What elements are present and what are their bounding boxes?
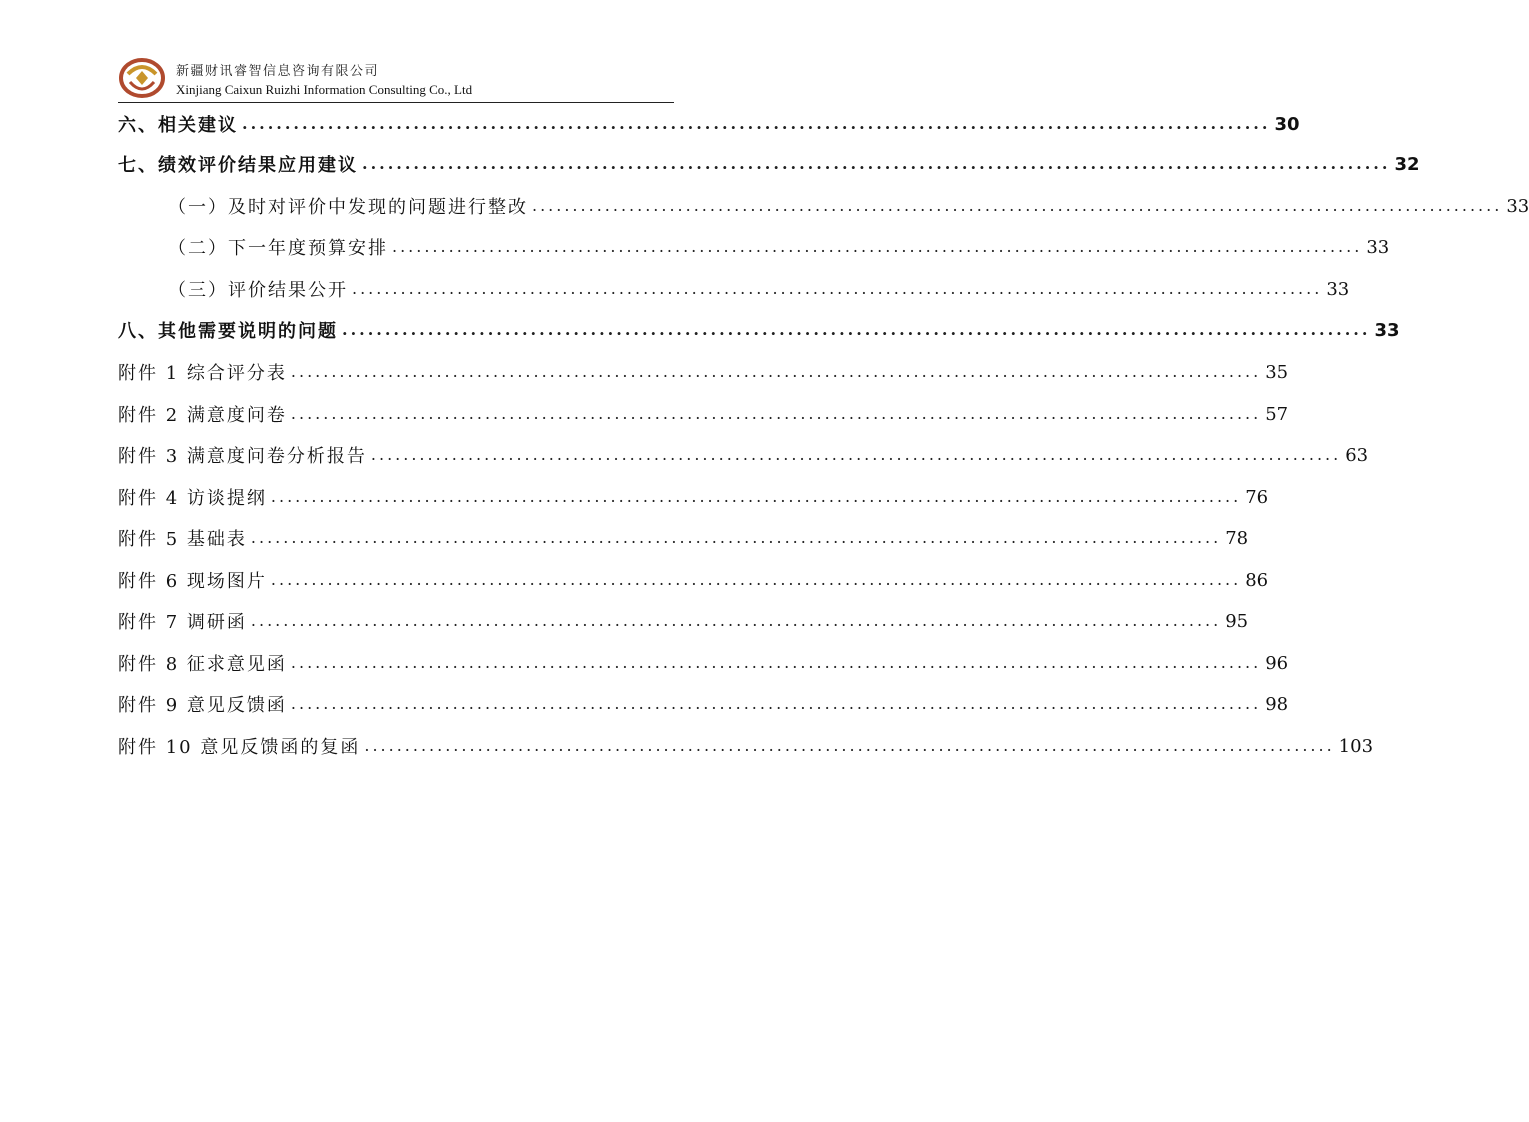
toc-entry[interactable] <box>118 643 1289 683</box>
toc-entry-page: 86 <box>1245 569 1269 591</box>
toc-entry-page: 33 <box>1506 195 1529 217</box>
toc-dot-leader: ........................................................................................................................ <box>364 736 1335 755</box>
toc-entry-title: 附件 3 满意度问卷分析报告 <box>118 446 367 467</box>
toc-entry-title: （二）下一年度预算安排 <box>168 238 388 259</box>
toc-entry-title: 附件 10 意见反馈函的复函 <box>118 737 361 758</box>
company-logo-icon <box>118 56 166 100</box>
toc-entry-page: 76 <box>1245 486 1269 508</box>
toc-entry[interactable] <box>118 684 1289 724</box>
toc-dot-leader: ........................................................................................................................ <box>250 611 1222 630</box>
toc-entry-page: 95 <box>1225 610 1249 632</box>
toc-entry[interactable] <box>118 227 1390 267</box>
toc-entry-page: 78 <box>1225 527 1249 549</box>
toc-entry-title: 附件 1 综合评分表 <box>118 363 287 384</box>
toc-entry-title: 七、绩效评价结果应用建议 <box>118 155 358 176</box>
toc-entry-page: 103 <box>1338 735 1374 757</box>
toc-entry[interactable] <box>118 186 1529 226</box>
company-name-en: Xinjiang Caixun Ruizhi Information Consulting Co., Ltd <box>176 82 473 97</box>
toc-dot-leader: ........................................................................................................................ <box>290 694 1262 713</box>
toc-entry-title: 附件 2 满意度问卷 <box>118 405 287 426</box>
toc-entry-page: 57 <box>1265 403 1289 425</box>
toc-entry-title: 附件 9 意见反馈函 <box>118 695 287 716</box>
toc-entry-title: 八、其他需要说明的问题 <box>118 321 338 342</box>
toc-dot-leader: ........................................................................................................................ <box>242 114 1271 133</box>
toc-entry-page: 33 <box>1374 319 1400 341</box>
company-name-cn: 新疆财讯睿智信息咨询有限公司 <box>176 64 380 79</box>
toc-entry-title: （三）评价结果公开 <box>168 280 348 301</box>
toc-dot-leader: ........................................................................................................................ <box>392 237 1363 256</box>
toc-entry[interactable] <box>118 518 1249 558</box>
header-divider <box>118 102 674 103</box>
toc-entry[interactable] <box>118 726 1374 766</box>
toc-dot-leader: ........................................................................................................................ <box>270 487 1242 506</box>
toc-entry-title: 附件 8 征求意见函 <box>118 654 287 675</box>
toc-entry-title: 附件 4 访谈提纲 <box>118 488 267 509</box>
toc-entry[interactable] <box>118 310 1400 350</box>
toc-entry[interactable] <box>118 435 1369 475</box>
toc-entry[interactable] <box>118 352 1289 392</box>
toc-dot-leader: ........................................................................................................................ <box>250 528 1222 547</box>
toc-dot-leader: ........................................................................................................................ <box>532 196 1503 215</box>
toc-dot-leader: ........................................................................................................................ <box>290 653 1262 672</box>
toc-entry-title: （一）及时对评价中发现的问题进行整改 <box>168 197 528 218</box>
toc-entry[interactable] <box>118 104 1300 144</box>
toc-entry[interactable] <box>118 394 1289 434</box>
toc-entry[interactable] <box>118 477 1269 517</box>
page-header <box>118 54 674 102</box>
toc-dot-leader: ........................................................................................................................ <box>290 404 1262 423</box>
toc-dot-leader: ........................................................................................................................ <box>370 445 1342 464</box>
toc-dot-leader: ........................................................................................................................ <box>270 570 1242 589</box>
toc-entry-title: 六、相关建议 <box>118 115 238 136</box>
toc-entry-title: 附件 7 调研函 <box>118 612 247 633</box>
toc-dot-leader: ........................................................................................................................ <box>352 279 1323 298</box>
toc-entry[interactable] <box>118 601 1249 641</box>
toc-entry-page: 98 <box>1265 693 1289 715</box>
toc-entry-page: 35 <box>1265 361 1289 383</box>
toc-entry-page: 32 <box>1394 153 1420 175</box>
toc-entry-page: 33 <box>1366 236 1390 258</box>
toc-dot-leader: ........................................................................................................................ <box>342 320 1371 339</box>
toc-entry-title: 附件 6 现场图片 <box>118 571 267 592</box>
toc-entry-title: 附件 5 基础表 <box>118 529 247 550</box>
toc-entry[interactable] <box>118 144 1420 184</box>
toc-entry-page: 33 <box>1326 278 1350 300</box>
toc-entry[interactable] <box>118 560 1269 600</box>
toc-entry[interactable] <box>118 269 1350 309</box>
toc-entry-page: 30 <box>1274 113 1300 135</box>
toc-dot-leader: ........................................................................................................................ <box>362 154 1391 173</box>
toc-entry-page: 63 <box>1345 444 1369 466</box>
toc-entry-page: 96 <box>1265 652 1289 674</box>
toc-dot-leader: ........................................................................................................................ <box>290 362 1262 381</box>
